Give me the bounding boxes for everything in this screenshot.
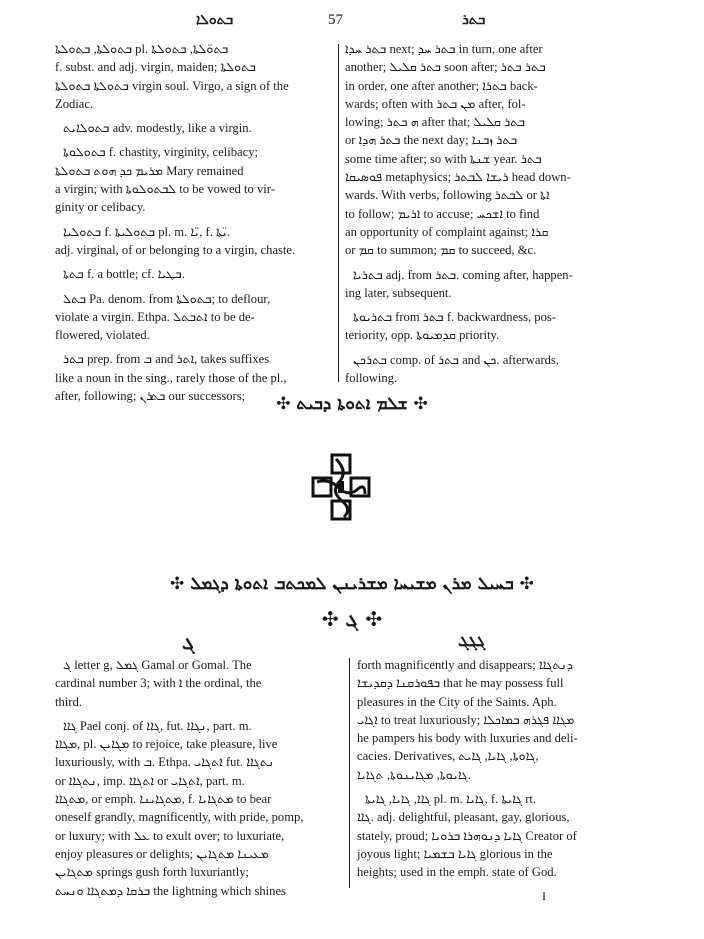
entry-line: enjoy pleasures or delights; ܡܥܝܢܐ ܡܬܓܐܝܢ bbox=[55, 846, 269, 861]
entry-line: ܒܬܪ prep. from ܒ and ܐܬܪ, takes suffixes bbox=[63, 352, 270, 367]
entry-line: teriority, opp. ܩܕܡܝܘܬܐ priority. bbox=[345, 328, 500, 343]
section-letter-heading: ✣ ܓ ✣ bbox=[321, 607, 383, 631]
entry-line: pleasures in the City of the Saints. Aph. bbox=[357, 694, 557, 709]
entry-line: cacies. Derivatives, ܓܐܘܬܐ, ܓܐܝܐ, ܓܐܝܬ, bbox=[357, 749, 539, 764]
entry-line: ܓܐܐ, ܓܐܝܐ, ܓܐܝܬܐ pl. m. ܓܐܝܐ, f. ܓܐܝܬܐ rt. bbox=[365, 792, 537, 807]
entry-line: ܒܬܘܠܘܬܐ f. chastity, virginity, celibacy; bbox=[63, 145, 259, 160]
entry-line: ܒܬܘܠܐܝܬ adv. modestly, like a virgin. bbox=[63, 121, 252, 136]
page-number: 57 bbox=[328, 12, 343, 28]
entry-line: to follow; ܐܪܝܡ to accuse; ܐܫܟܚ to find bbox=[345, 206, 540, 221]
section-head-left: ܓ bbox=[182, 630, 195, 654]
entry-line: an opportunity of complaint against; ܩܪܐ bbox=[345, 224, 549, 239]
running-head-left: ܒܬܘܠܐ bbox=[196, 12, 234, 28]
book-title-line: ✣ ܒܚܝܠ ܡܪܢ ܡܫܝܚܐ ܡܫܪܝܢܢ ܠܡܟܬܒ ܐܬܘܬܐ ܕܓܡܠ ✣ bbox=[170, 574, 534, 594]
entry-line: ܡܪܝܡ ܟܕ ܗܘܬ ܒܬܘܠܬܐ Mary remained bbox=[55, 163, 244, 178]
entry-line: cardinal number 3; with ܐ the ordinal, the bbox=[55, 676, 262, 691]
entry-line: or ܢܬܓܐܐ, imp. ܐܬܓܐܐ or ܐܬܓܐܝ, part. m. bbox=[55, 773, 245, 788]
entry-line: or ܩܡ to summon; ܩܡ to succeed, &c. bbox=[345, 243, 537, 258]
entry-line: lowing; ܗ ܒܬܪ after that; ܒܬܪ ܩܠܝܠ bbox=[345, 115, 526, 130]
entry-line: luxuriously, with ܒ. Ethpa. ܐܬܓܐܝ fut. ܢܬܓܐܐ bbox=[55, 755, 275, 770]
entry-line: ܒܬܠ Pa. denom. from ܒܬܘܠܬܐ; to deflour, bbox=[63, 291, 271, 306]
column-left-bottom bbox=[55, 656, 340, 900]
cross-knot-ornament-icon bbox=[310, 451, 372, 523]
column-divider-bottom bbox=[349, 658, 350, 888]
entry-line: wards; often with ܡܢ ܒܬܪ after, fol- bbox=[345, 96, 526, 111]
entry-line: joyous light; ܓܐܝܐ ܒܫܡܝܐ glorious in the bbox=[357, 846, 553, 861]
entry-line: stately, proud; ܓܐܝܐ ܕܢܘܗܪܐ ܒܪܘܝܐ Creator of bbox=[357, 828, 577, 843]
entry-line: oneself grandly, magnificently, with pride, pomp, bbox=[55, 810, 304, 825]
running-head-right: ܒܬܪ bbox=[462, 12, 486, 28]
entry-line: ܓܐܝܘܬܐ, ܡܓܐܝܢܘܬܐ, ܬܓܐܝܐ. bbox=[357, 767, 471, 782]
entry-line: like a noun in the sing., rarely those of the pl., bbox=[55, 370, 287, 385]
entry-line: ܒܬܪܝܐ adj. from ܒܬܪ. coming after, happen- bbox=[353, 267, 573, 282]
entry-line: f. subst. and adj. virgin, maiden; ܒܬܘܠܬܐ bbox=[55, 60, 256, 75]
entry-line: or ܒܬܪ ܗܕܐ the next day; ܒܬܪ ܙܒܢܐ bbox=[345, 133, 518, 148]
column-divider-top bbox=[338, 44, 339, 382]
entry-line: in order, one after another; ܒܬܪܐ back- bbox=[345, 78, 538, 93]
entry-line: adj. virginal, of or belonging to a virgin, chaste. bbox=[55, 242, 296, 257]
entry-line: ܒܪܩܐ ܕܡܬܓܐܐ ܘܢܚܬ the lightning which shines bbox=[55, 883, 286, 898]
section-head-right: ܓܓܓ bbox=[458, 631, 486, 651]
entry-line: ܒܬܪ ܚܕܐ next; ܒܬܪ ܚܕ in turn, one after bbox=[345, 42, 543, 56]
colophon-line: ✣ ܫܠܡ ܐܬܘܬܐ ܕܒܝܬ ✣ bbox=[276, 394, 428, 414]
entry-line: wards. With verbs, following ܠܒܬܪ or ܐܬܐ bbox=[345, 188, 550, 203]
entry-line: ܓ letter g, ܓܡܠ Gamal or Gomal. The bbox=[63, 658, 252, 672]
entry-line: violate a virgin. Ethpa. ܐܬܒܬܠ to be de- bbox=[55, 309, 255, 324]
entry-line: ܒܬܘܠܝܐ f. ܒܬܘܠܝܬܐ pl. m. ܝ̈ܐ, f. ܝ̈ܬܐ. bbox=[63, 224, 230, 239]
entry-line: third. bbox=[55, 694, 82, 709]
entry-line: Zodiac. bbox=[55, 96, 94, 111]
entry-line: ܒܬܬܐ f. a bottle; cf. ܒܛܝܐ. bbox=[63, 267, 185, 282]
column-right-bottom bbox=[357, 656, 638, 882]
entry-line: ܓܐܐ. adj. delightful, pleasant, gay, glorious, bbox=[357, 810, 570, 825]
entry-line: ܒܬܘܠܬܐ ܒܬܘܠܬܐ virgin soul. Virgo, a sign of the bbox=[55, 78, 289, 93]
entry-line: forth magnificently and disappears; ܕܢܬܓܐܐ bbox=[357, 658, 574, 672]
column-right-top bbox=[345, 40, 620, 387]
entry-line: ܡܬܓܐܐ, or emph. ܡܬܓܐܝܢܐ, f. ܡܬܓܐܝܐ to bear bbox=[55, 792, 272, 807]
entry-line: ginity or celibacy. bbox=[55, 200, 146, 215]
entry-line: a virgin; with ܠܒܬܘܠܘܬܐ to be vowed to vir- bbox=[55, 182, 275, 197]
entry-line: ܦܘܣܝܩܐ metaphysics; ܪܝܫܐ ܠܒܬܪ head down- bbox=[345, 170, 571, 185]
entry-line: he pampers his body with luxuries and deli- bbox=[357, 731, 578, 746]
column-left-top-body bbox=[55, 40, 330, 405]
entry-line: ܡܓܐܐ, pl. ܡܓܐܝܢ to rejoice, take pleasure, live bbox=[55, 737, 278, 752]
entry-line: ܒܬܘܠܬܐ, ܒܬܘܠܬܐ pl. ܒܬܘ̈ܠܬܐ, ܒܬܘܠܬܐ bbox=[55, 42, 229, 56]
entry-line: ܒܦܘܪܩܢܐ ܕܩܕܝܫܐ that he may possess full bbox=[357, 676, 564, 691]
entry-line: ing later, subsequent. bbox=[345, 285, 452, 300]
entry-line: flowered, violated. bbox=[55, 328, 150, 343]
entry-line: following. bbox=[345, 371, 398, 386]
entry-line: ܓܐܐ Pael conj. of ܓܐܐ, fut. ܢܓܐܐ, part. m. bbox=[63, 718, 252, 733]
entry-line: or luxury; with ܥܠ to exult over; to luxuriate, bbox=[55, 828, 285, 843]
entry-line: another; ܒܬܪ ܩܠܝܠ soon after; ܒܬܪ ܒܬܪ bbox=[345, 60, 546, 75]
entry-line: ܡܬܓܐܝܢ springs gush forth luxuriantly; bbox=[55, 865, 249, 880]
entry-line: ܒܬܪܝܘܬܐ from ܒܬܪ f. backwardness, pos- bbox=[353, 310, 556, 325]
entry-line: after, following; ܒܬܪܢ our successors; bbox=[55, 389, 246, 404]
signature-mark: I bbox=[542, 889, 546, 903]
entry-line: heights; used in the emph. state of God. bbox=[357, 865, 557, 880]
entry-line: some time after; so with ܫܢܬܐ year. ܒܬܪ bbox=[345, 151, 542, 166]
entry-line: ܐܓܐܝ to treat luxuriously; ܡܓܐܐ ܦܓܪܗ ܒܡܐܟܠܐ bbox=[357, 712, 575, 727]
entry-line: ܒܬܪܟܢ comp. of ܒܬܪ and ܟܢ. afterwards, bbox=[353, 352, 559, 367]
